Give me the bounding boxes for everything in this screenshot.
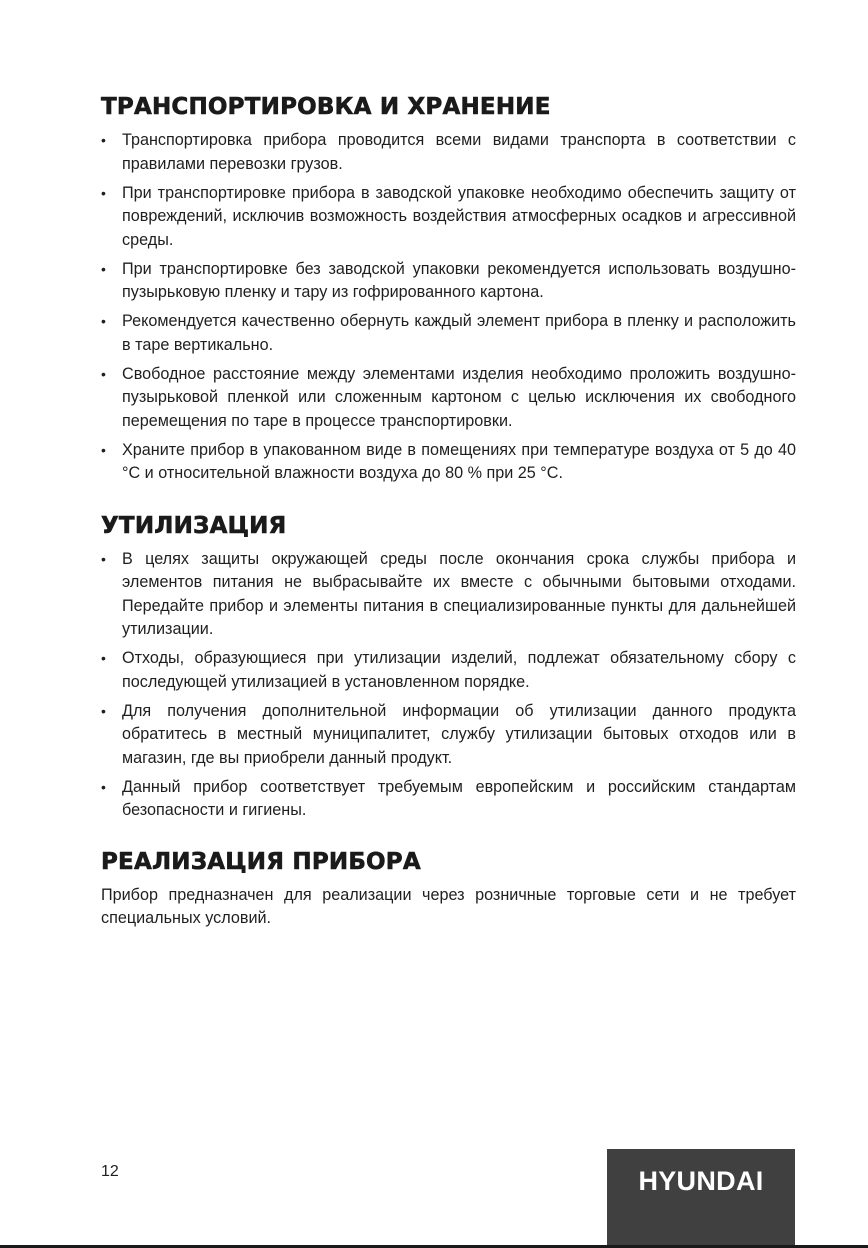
list-item bbox=[101, 258, 796, 305]
list-item-text: Для получения дополнительной информации об утилизации данного продукта обратитесь в местный муниципалитет, службу утилизации бытовых отходов или в магазин, где вы приобрели данный продукт. bbox=[122, 701, 796, 767]
list-item bbox=[101, 129, 796, 176]
section-title-disposal: УТИЛИЗАЦИЯ bbox=[101, 512, 287, 539]
section-title-transport-storage: ТРАНСПОРТИРОВКА И ХРАНЕНИЕ bbox=[101, 94, 551, 120]
brand-logo-text: HYUNDAI bbox=[638, 1166, 764, 1196]
bullet-icon: • bbox=[101, 650, 106, 666]
list-item-text: Отходы, образующиеся при утилизации изделий, подлежат обязательному сбору с последующей утилизацией в установленном порядке. bbox=[122, 649, 796, 691]
bullet-icon: • bbox=[101, 441, 106, 458]
brand-logo bbox=[607, 1149, 795, 1245]
list-item bbox=[101, 182, 796, 253]
page-number: 12 bbox=[101, 1163, 119, 1180]
bullet-icon: • bbox=[101, 132, 106, 148]
list-item-text: При транспортировке без заводской упаковки рекомендуется использовать воздушно-пузырьковую пленку и тару из гофрированного картона. bbox=[122, 259, 796, 301]
list-item-text: Рекомендуется качественно обернуть каждый элемент прибора в пленку и расположить в таре вертикально. bbox=[122, 312, 796, 354]
list-item bbox=[101, 310, 796, 357]
transport-storage-list bbox=[101, 129, 796, 486]
list-item-text: Данный прибор соответствует требуемым европейским и российским стандартам безопасности и гигиены. bbox=[122, 777, 796, 819]
sale-paragraph: Прибор предназначен для реализации через розничные торговые сети и не требует специальных условий. bbox=[101, 885, 796, 927]
bullet-icon: • bbox=[101, 184, 106, 201]
list-item bbox=[101, 363, 796, 434]
list-item-text: В целях защиты окружающей среды после окончания срока службы прибора и элементов питания не выбрасывайте их вместе с обычными бытовыми отходами. Передайте прибор и элементы питания в специализированные пункты для дальнейшей утилизации. bbox=[122, 549, 796, 638]
bullet-icon: • bbox=[101, 313, 106, 329]
bullet-icon: • bbox=[101, 778, 106, 795]
bullet-icon: • bbox=[101, 260, 106, 277]
disposal-list bbox=[101, 548, 796, 823]
list-item bbox=[101, 439, 796, 486]
list-item bbox=[101, 647, 796, 694]
section-disposal bbox=[101, 511, 796, 823]
bullet-icon: • bbox=[101, 702, 106, 719]
page-content bbox=[101, 92, 796, 931]
section-sale bbox=[101, 847, 796, 931]
list-item-text: Храните прибор в упакованном виде в помещениях при температуре воздуха от 5 до 40 °С и относительной влажности воздуха до 80 % при 25 °С. bbox=[122, 440, 796, 482]
list-item bbox=[101, 548, 796, 642]
list-item-text: Свободное расстояние между элементами изделия необходимо проложить воздушно-пузырьковой пленкой или сложенным картоном с целью исключения их свободного перемещения по таре в процессе транспортировки. bbox=[122, 364, 796, 430]
bullet-icon: • bbox=[101, 365, 106, 382]
section-transport-storage bbox=[101, 92, 796, 486]
list-item bbox=[101, 776, 796, 823]
section-title-sale: РЕАЛИЗАЦИЯ ПРИБОРА bbox=[101, 848, 421, 875]
bullet-icon: • bbox=[101, 550, 106, 567]
list-item-text: При транспортировке прибора в заводской упаковке необходимо обеспечить защиту от повреждений, исключив возможность воздействия атмосферных осадков и агрессивной среды. bbox=[122, 183, 796, 249]
list-item bbox=[101, 700, 796, 771]
list-item-text: Транспортировка прибора проводится всеми видами транспорта в соответствии с правилами перевозки грузов. bbox=[122, 131, 796, 173]
